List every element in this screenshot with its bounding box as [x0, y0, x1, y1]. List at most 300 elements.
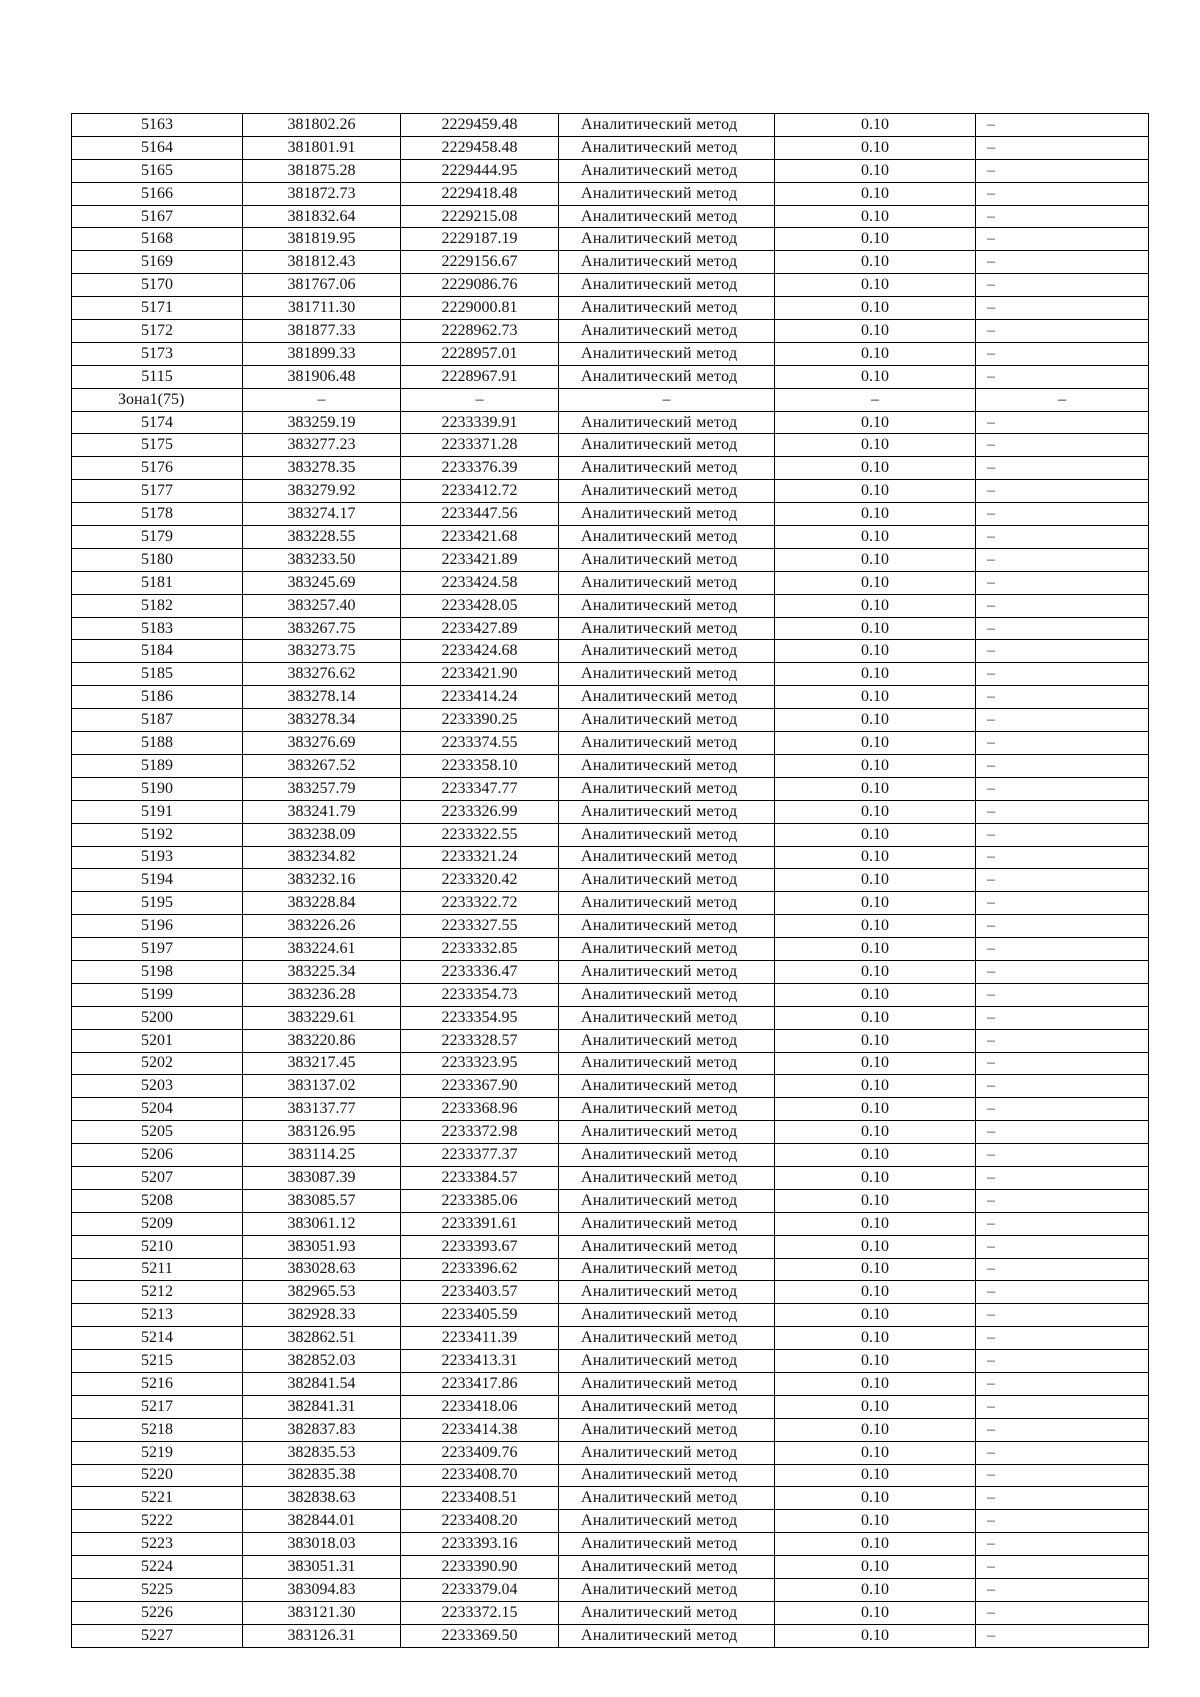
method-cell: Аналитический метод: [559, 915, 775, 938]
x-coordinate-cell: 382965.53: [243, 1281, 401, 1304]
accuracy-cell: 0.10: [775, 1510, 976, 1533]
description-cell: –: [976, 480, 1149, 503]
accuracy-cell: 0.10: [775, 1281, 976, 1304]
method-cell: Аналитический метод: [559, 1418, 775, 1441]
y-coordinate-cell: 2233403.57: [401, 1281, 559, 1304]
table-row: [72, 1327, 1149, 1350]
y-coordinate-cell: 2233336.47: [401, 960, 559, 983]
table-row: [72, 754, 1149, 777]
accuracy-cell: 0.10: [775, 503, 976, 526]
method-cell: Аналитический метод: [559, 1075, 775, 1098]
table-row: [72, 1166, 1149, 1189]
method-cell: Аналитический метод: [559, 205, 775, 228]
method-cell: Аналитический метод: [559, 1235, 775, 1258]
point-id-cell: 5115: [72, 365, 243, 388]
x-coordinate-cell: 383051.31: [243, 1556, 401, 1579]
description-cell: –: [976, 1304, 1149, 1327]
point-id-cell: 5170: [72, 274, 243, 297]
x-coordinate-cell: 383277.23: [243, 434, 401, 457]
x-coordinate-cell: 383028.63: [243, 1258, 401, 1281]
point-id-cell: Зона1(75): [72, 388, 243, 411]
table-row: [72, 1487, 1149, 1510]
y-coordinate-cell: 2233347.77: [401, 777, 559, 800]
method-cell: Аналитический метод: [559, 1052, 775, 1075]
method-cell: Аналитический метод: [559, 709, 775, 732]
y-coordinate-cell: 2233413.31: [401, 1350, 559, 1373]
point-id-cell: 5218: [72, 1418, 243, 1441]
description-cell: –: [976, 869, 1149, 892]
description-cell: –: [976, 1487, 1149, 1510]
accuracy-cell: 0.10: [775, 1144, 976, 1167]
method-cell: Аналитический метод: [559, 686, 775, 709]
point-id-cell: 5169: [72, 251, 243, 274]
point-id-cell: 5176: [72, 457, 243, 480]
point-id-cell: 5165: [72, 159, 243, 182]
point-id-cell: 5216: [72, 1372, 243, 1395]
x-coordinate-cell: 383276.62: [243, 663, 401, 686]
table-row: [72, 777, 1149, 800]
y-coordinate-cell: 2233372.98: [401, 1121, 559, 1144]
point-id-cell: 5202: [72, 1052, 243, 1075]
y-coordinate-cell: 2233405.59: [401, 1304, 559, 1327]
x-coordinate-cell: 383267.75: [243, 617, 401, 640]
table-body: [72, 114, 1149, 1648]
table-row: [72, 1533, 1149, 1556]
accuracy-cell: 0.10: [775, 709, 976, 732]
x-coordinate-cell: 381819.95: [243, 228, 401, 251]
table-row: [72, 640, 1149, 663]
x-coordinate-cell: 383276.69: [243, 732, 401, 755]
description-cell: –: [976, 136, 1149, 159]
table-row: [72, 1350, 1149, 1373]
method-cell: Аналитический метод: [559, 274, 775, 297]
accuracy-cell: 0.10: [775, 1350, 976, 1373]
accuracy-cell: 0.10: [775, 869, 976, 892]
accuracy-cell: 0.10: [775, 1601, 976, 1624]
y-coordinate-cell: 2233321.24: [401, 846, 559, 869]
description-cell: –: [976, 1441, 1149, 1464]
point-id-cell: 5207: [72, 1166, 243, 1189]
description-cell: –: [976, 205, 1149, 228]
accuracy-cell: 0.10: [775, 1304, 976, 1327]
x-coordinate-cell: 383061.12: [243, 1212, 401, 1235]
method-cell: Аналитический метод: [559, 1556, 775, 1579]
description-cell: –: [976, 686, 1149, 709]
point-id-cell: 5192: [72, 823, 243, 846]
zone-header-row: [72, 388, 1149, 411]
description-cell: –: [976, 411, 1149, 434]
description-cell: –: [976, 892, 1149, 915]
table-row: [72, 1464, 1149, 1487]
method-cell: Аналитический метод: [559, 1121, 775, 1144]
y-coordinate-cell: 2233385.06: [401, 1189, 559, 1212]
table-row: [72, 823, 1149, 846]
point-id-cell: 5211: [72, 1258, 243, 1281]
x-coordinate-cell: 383085.57: [243, 1189, 401, 1212]
method-cell: Аналитический метод: [559, 1098, 775, 1121]
method-cell: Аналитический метод: [559, 1533, 775, 1556]
table-row: [72, 1235, 1149, 1258]
table-row: [72, 320, 1149, 343]
table-row: [72, 1052, 1149, 1075]
table-row: [72, 1304, 1149, 1327]
y-coordinate-cell: 2233374.55: [401, 732, 559, 755]
x-coordinate-cell: 383137.77: [243, 1098, 401, 1121]
description-cell: –: [976, 571, 1149, 594]
y-coordinate-cell: 2229458.48: [401, 136, 559, 159]
method-cell: Аналитический метод: [559, 594, 775, 617]
point-id-cell: 5175: [72, 434, 243, 457]
method-cell: Аналитический метод: [559, 114, 775, 137]
method-cell: Аналитический метод: [559, 136, 775, 159]
description-cell: –: [976, 1624, 1149, 1647]
y-coordinate-cell: 2233320.42: [401, 869, 559, 892]
x-coordinate-cell: 383234.82: [243, 846, 401, 869]
point-id-cell: 5189: [72, 754, 243, 777]
x-coordinate-cell: 381875.28: [243, 159, 401, 182]
point-id-cell: 5188: [72, 732, 243, 755]
description-cell: –: [976, 1098, 1149, 1121]
point-id-cell: 5180: [72, 548, 243, 571]
accuracy-cell: 0.10: [775, 320, 976, 343]
method-cell: Аналитический метод: [559, 1304, 775, 1327]
x-coordinate-cell: 381906.48: [243, 365, 401, 388]
x-coordinate-cell: 382837.83: [243, 1418, 401, 1441]
table-row: [72, 342, 1149, 365]
table-row: [72, 1121, 1149, 1144]
accuracy-cell: 0.10: [775, 1029, 976, 1052]
method-cell: Аналитический метод: [559, 526, 775, 549]
x-coordinate-cell: 382841.31: [243, 1395, 401, 1418]
accuracy-cell: 0.10: [775, 1235, 976, 1258]
point-id-cell: 5164: [72, 136, 243, 159]
method-cell: Аналитический метод: [559, 1166, 775, 1189]
method-cell: Аналитический метод: [559, 182, 775, 205]
point-id-cell: 5168: [72, 228, 243, 251]
x-coordinate-cell: 383273.75: [243, 640, 401, 663]
accuracy-cell: 0.10: [775, 1121, 976, 1144]
table-row: [72, 411, 1149, 434]
x-coordinate-cell: 383114.25: [243, 1144, 401, 1167]
y-coordinate-cell: 2233393.16: [401, 1533, 559, 1556]
y-coordinate-cell: 2228962.73: [401, 320, 559, 343]
point-id-cell: 5179: [72, 526, 243, 549]
table-row: [72, 457, 1149, 480]
description-cell: –: [976, 320, 1149, 343]
description-cell: –: [976, 1212, 1149, 1235]
y-coordinate-cell: 2233421.90: [401, 663, 559, 686]
point-id-cell: 5221: [72, 1487, 243, 1510]
accuracy-cell: 0.10: [775, 1006, 976, 1029]
point-id-cell: 5220: [72, 1464, 243, 1487]
point-id-cell: 5196: [72, 915, 243, 938]
point-id-cell: 5185: [72, 663, 243, 686]
method-cell: Аналитический метод: [559, 297, 775, 320]
table-row: [72, 846, 1149, 869]
y-coordinate-cell: 2233408.70: [401, 1464, 559, 1487]
description-cell: –: [976, 732, 1149, 755]
table-row: [72, 960, 1149, 983]
description-cell: –: [976, 983, 1149, 1006]
x-coordinate-cell: 383279.92: [243, 480, 401, 503]
point-id-cell: 5205: [72, 1121, 243, 1144]
accuracy-cell: 0.10: [775, 1212, 976, 1235]
point-id-cell: 5222: [72, 1510, 243, 1533]
x-coordinate-cell: 381872.73: [243, 182, 401, 205]
accuracy-cell: 0.10: [775, 136, 976, 159]
point-id-cell: 5224: [72, 1556, 243, 1579]
table-row: [72, 869, 1149, 892]
method-cell: Аналитический метод: [559, 320, 775, 343]
accuracy-cell: 0.10: [775, 434, 976, 457]
table-row: [72, 1510, 1149, 1533]
point-id-cell: 5181: [72, 571, 243, 594]
table-row: [72, 571, 1149, 594]
accuracy-cell: 0.10: [775, 526, 976, 549]
accuracy-cell: 0.10: [775, 754, 976, 777]
point-id-cell: 5167: [72, 205, 243, 228]
y-coordinate-cell: 2233372.15: [401, 1601, 559, 1624]
x-coordinate-cell: 383226.26: [243, 915, 401, 938]
x-coordinate-cell: 383278.35: [243, 457, 401, 480]
table-row: [72, 1098, 1149, 1121]
y-coordinate-cell: 2233323.95: [401, 1052, 559, 1075]
x-coordinate-cell: 383259.19: [243, 411, 401, 434]
x-coordinate-cell: 383126.95: [243, 1121, 401, 1144]
accuracy-cell: 0.10: [775, 960, 976, 983]
description-cell: –: [976, 1350, 1149, 1373]
accuracy-cell: 0.10: [775, 548, 976, 571]
point-id-cell: 5182: [72, 594, 243, 617]
accuracy-cell: 0.10: [775, 846, 976, 869]
table-row: [72, 709, 1149, 732]
description-cell: –: [976, 1395, 1149, 1418]
x-coordinate-cell: 383245.69: [243, 571, 401, 594]
method-cell: Аналитический метод: [559, 617, 775, 640]
y-coordinate-cell: 2233447.56: [401, 503, 559, 526]
point-id-cell: 5208: [72, 1189, 243, 1212]
method-cell: Аналитический метод: [559, 1212, 775, 1235]
x-coordinate-cell: 381711.30: [243, 297, 401, 320]
method-cell: Аналитический метод: [559, 1258, 775, 1281]
method-cell: Аналитический метод: [559, 823, 775, 846]
x-coordinate-cell: 383051.93: [243, 1235, 401, 1258]
table-row: [72, 365, 1149, 388]
y-coordinate-cell: 2233322.55: [401, 823, 559, 846]
accuracy-cell: 0.10: [775, 1579, 976, 1602]
x-coordinate-cell: 382835.38: [243, 1464, 401, 1487]
table-row: [72, 1029, 1149, 1052]
x-coordinate-cell: 383241.79: [243, 800, 401, 823]
description-cell: –: [976, 1006, 1149, 1029]
point-id-cell: 5212: [72, 1281, 243, 1304]
method-cell: Аналитический метод: [559, 640, 775, 663]
y-coordinate-cell: 2233368.96: [401, 1098, 559, 1121]
y-coordinate-cell: 2233421.68: [401, 526, 559, 549]
x-coordinate-cell: 381812.43: [243, 251, 401, 274]
x-coordinate-cell: 382844.01: [243, 1510, 401, 1533]
method-cell: Аналитический метод: [559, 1189, 775, 1212]
point-id-cell: 5206: [72, 1144, 243, 1167]
table-row: [72, 182, 1149, 205]
y-coordinate-cell: 2233390.90: [401, 1556, 559, 1579]
point-id-cell: 5209: [72, 1212, 243, 1235]
accuracy-cell: 0.10: [775, 365, 976, 388]
accuracy-cell: 0.10: [775, 732, 976, 755]
y-coordinate-cell: 2233411.39: [401, 1327, 559, 1350]
method-cell: Аналитический метод: [559, 457, 775, 480]
y-coordinate-cell: 2233367.90: [401, 1075, 559, 1098]
y-coordinate-cell: –: [401, 388, 559, 411]
method-cell: –: [559, 388, 775, 411]
description-cell: –: [976, 1418, 1149, 1441]
point-id-cell: 5195: [72, 892, 243, 915]
y-coordinate-cell: 2233428.05: [401, 594, 559, 617]
description-cell: –: [976, 640, 1149, 663]
table-row: [72, 1281, 1149, 1304]
y-coordinate-cell: 2233408.51: [401, 1487, 559, 1510]
point-id-cell: 5213: [72, 1304, 243, 1327]
accuracy-cell: 0.10: [775, 617, 976, 640]
accuracy-cell: 0.10: [775, 1258, 976, 1281]
table-row: [72, 1579, 1149, 1602]
method-cell: Аналитический метод: [559, 732, 775, 755]
method-cell: Аналитический метод: [559, 1601, 775, 1624]
table-row: [72, 136, 1149, 159]
y-coordinate-cell: 2229215.08: [401, 205, 559, 228]
y-coordinate-cell: 2233393.67: [401, 1235, 559, 1258]
table-row: [72, 594, 1149, 617]
x-coordinate-cell: 383278.14: [243, 686, 401, 709]
x-coordinate-cell: 383238.09: [243, 823, 401, 846]
accuracy-cell: 0.10: [775, 1418, 976, 1441]
accuracy-cell: 0.10: [775, 1464, 976, 1487]
description-cell: –: [976, 663, 1149, 686]
accuracy-cell: 0.10: [775, 777, 976, 800]
x-coordinate-cell: 382841.54: [243, 1372, 401, 1395]
accuracy-cell: 0.10: [775, 915, 976, 938]
description-cell: –: [976, 1281, 1149, 1304]
method-cell: Аналитический метод: [559, 1350, 775, 1373]
table-row: [72, 251, 1149, 274]
method-cell: Аналитический метод: [559, 411, 775, 434]
y-coordinate-cell: 2233421.89: [401, 548, 559, 571]
point-id-cell: 5203: [72, 1075, 243, 1098]
point-id-cell: 5186: [72, 686, 243, 709]
description-cell: –: [976, 182, 1149, 205]
description-cell: –: [976, 709, 1149, 732]
accuracy-cell: 0.10: [775, 1098, 976, 1121]
x-coordinate-cell: 383278.34: [243, 709, 401, 732]
accuracy-cell: 0.10: [775, 571, 976, 594]
x-coordinate-cell: 383018.03: [243, 1533, 401, 1556]
x-coordinate-cell: 382862.51: [243, 1327, 401, 1350]
table-row: [72, 1075, 1149, 1098]
point-id-cell: 5200: [72, 1006, 243, 1029]
description-cell: –: [976, 297, 1149, 320]
x-coordinate-cell: 381802.26: [243, 114, 401, 137]
method-cell: Аналитический метод: [559, 1029, 775, 1052]
x-coordinate-cell: 382838.63: [243, 1487, 401, 1510]
point-id-cell: 5172: [72, 320, 243, 343]
x-coordinate-cell: 381767.06: [243, 274, 401, 297]
accuracy-cell: 0.10: [775, 663, 976, 686]
x-coordinate-cell: 383225.34: [243, 960, 401, 983]
method-cell: Аналитический метод: [559, 663, 775, 686]
y-coordinate-cell: 2233377.37: [401, 1144, 559, 1167]
accuracy-cell: 0.10: [775, 1441, 976, 1464]
accuracy-cell: 0.10: [775, 823, 976, 846]
point-id-cell: 5215: [72, 1350, 243, 1373]
x-coordinate-cell: 383087.39: [243, 1166, 401, 1189]
method-cell: Аналитический метод: [559, 480, 775, 503]
description-cell: –: [976, 777, 1149, 800]
accuracy-cell: 0.10: [775, 800, 976, 823]
point-id-cell: 5184: [72, 640, 243, 663]
x-coordinate-cell: 383233.50: [243, 548, 401, 571]
y-coordinate-cell: 2233322.72: [401, 892, 559, 915]
method-cell: Аналитический метод: [559, 800, 775, 823]
method-cell: Аналитический метод: [559, 251, 775, 274]
description-cell: –: [976, 594, 1149, 617]
table-row: [72, 228, 1149, 251]
y-coordinate-cell: 2229444.95: [401, 159, 559, 182]
table-row: [72, 1418, 1149, 1441]
point-id-cell: 5187: [72, 709, 243, 732]
table-row: [72, 434, 1149, 457]
description-cell: –: [976, 1533, 1149, 1556]
x-coordinate-cell: 382835.53: [243, 1441, 401, 1464]
point-id-cell: 5163: [72, 114, 243, 137]
table-row: [72, 503, 1149, 526]
point-id-cell: 5225: [72, 1579, 243, 1602]
method-cell: Аналитический метод: [559, 342, 775, 365]
point-id-cell: 5174: [72, 411, 243, 434]
table-row: [72, 663, 1149, 686]
description-cell: –: [976, 960, 1149, 983]
x-coordinate-cell: 381877.33: [243, 320, 401, 343]
accuracy-cell: 0.10: [775, 297, 976, 320]
x-coordinate-cell: 383094.83: [243, 1579, 401, 1602]
y-coordinate-cell: 2229086.76: [401, 274, 559, 297]
point-id-cell: 5210: [72, 1235, 243, 1258]
description-cell: –: [976, 342, 1149, 365]
y-coordinate-cell: 2228957.01: [401, 342, 559, 365]
method-cell: Аналитический метод: [559, 548, 775, 571]
point-id-cell: 5171: [72, 297, 243, 320]
y-coordinate-cell: 2228967.91: [401, 365, 559, 388]
accuracy-cell: 0.10: [775, 1166, 976, 1189]
table-row: [72, 983, 1149, 1006]
point-id-cell: 5219: [72, 1441, 243, 1464]
point-id-cell: 5199: [72, 983, 243, 1006]
point-id-cell: 5226: [72, 1601, 243, 1624]
description-cell: –: [976, 526, 1149, 549]
accuracy-cell: 0.10: [775, 938, 976, 961]
description-cell: –: [976, 1166, 1149, 1189]
table-row: [72, 1258, 1149, 1281]
x-coordinate-cell: 383137.02: [243, 1075, 401, 1098]
table-row: [72, 1395, 1149, 1418]
x-coordinate-cell: 381832.64: [243, 205, 401, 228]
accuracy-cell: 0.10: [775, 1624, 976, 1647]
table-row: [72, 274, 1149, 297]
method-cell: Аналитический метод: [559, 1464, 775, 1487]
point-id-cell: 5183: [72, 617, 243, 640]
point-id-cell: 5178: [72, 503, 243, 526]
description-cell: –: [976, 1052, 1149, 1075]
y-coordinate-cell: 2233424.58: [401, 571, 559, 594]
